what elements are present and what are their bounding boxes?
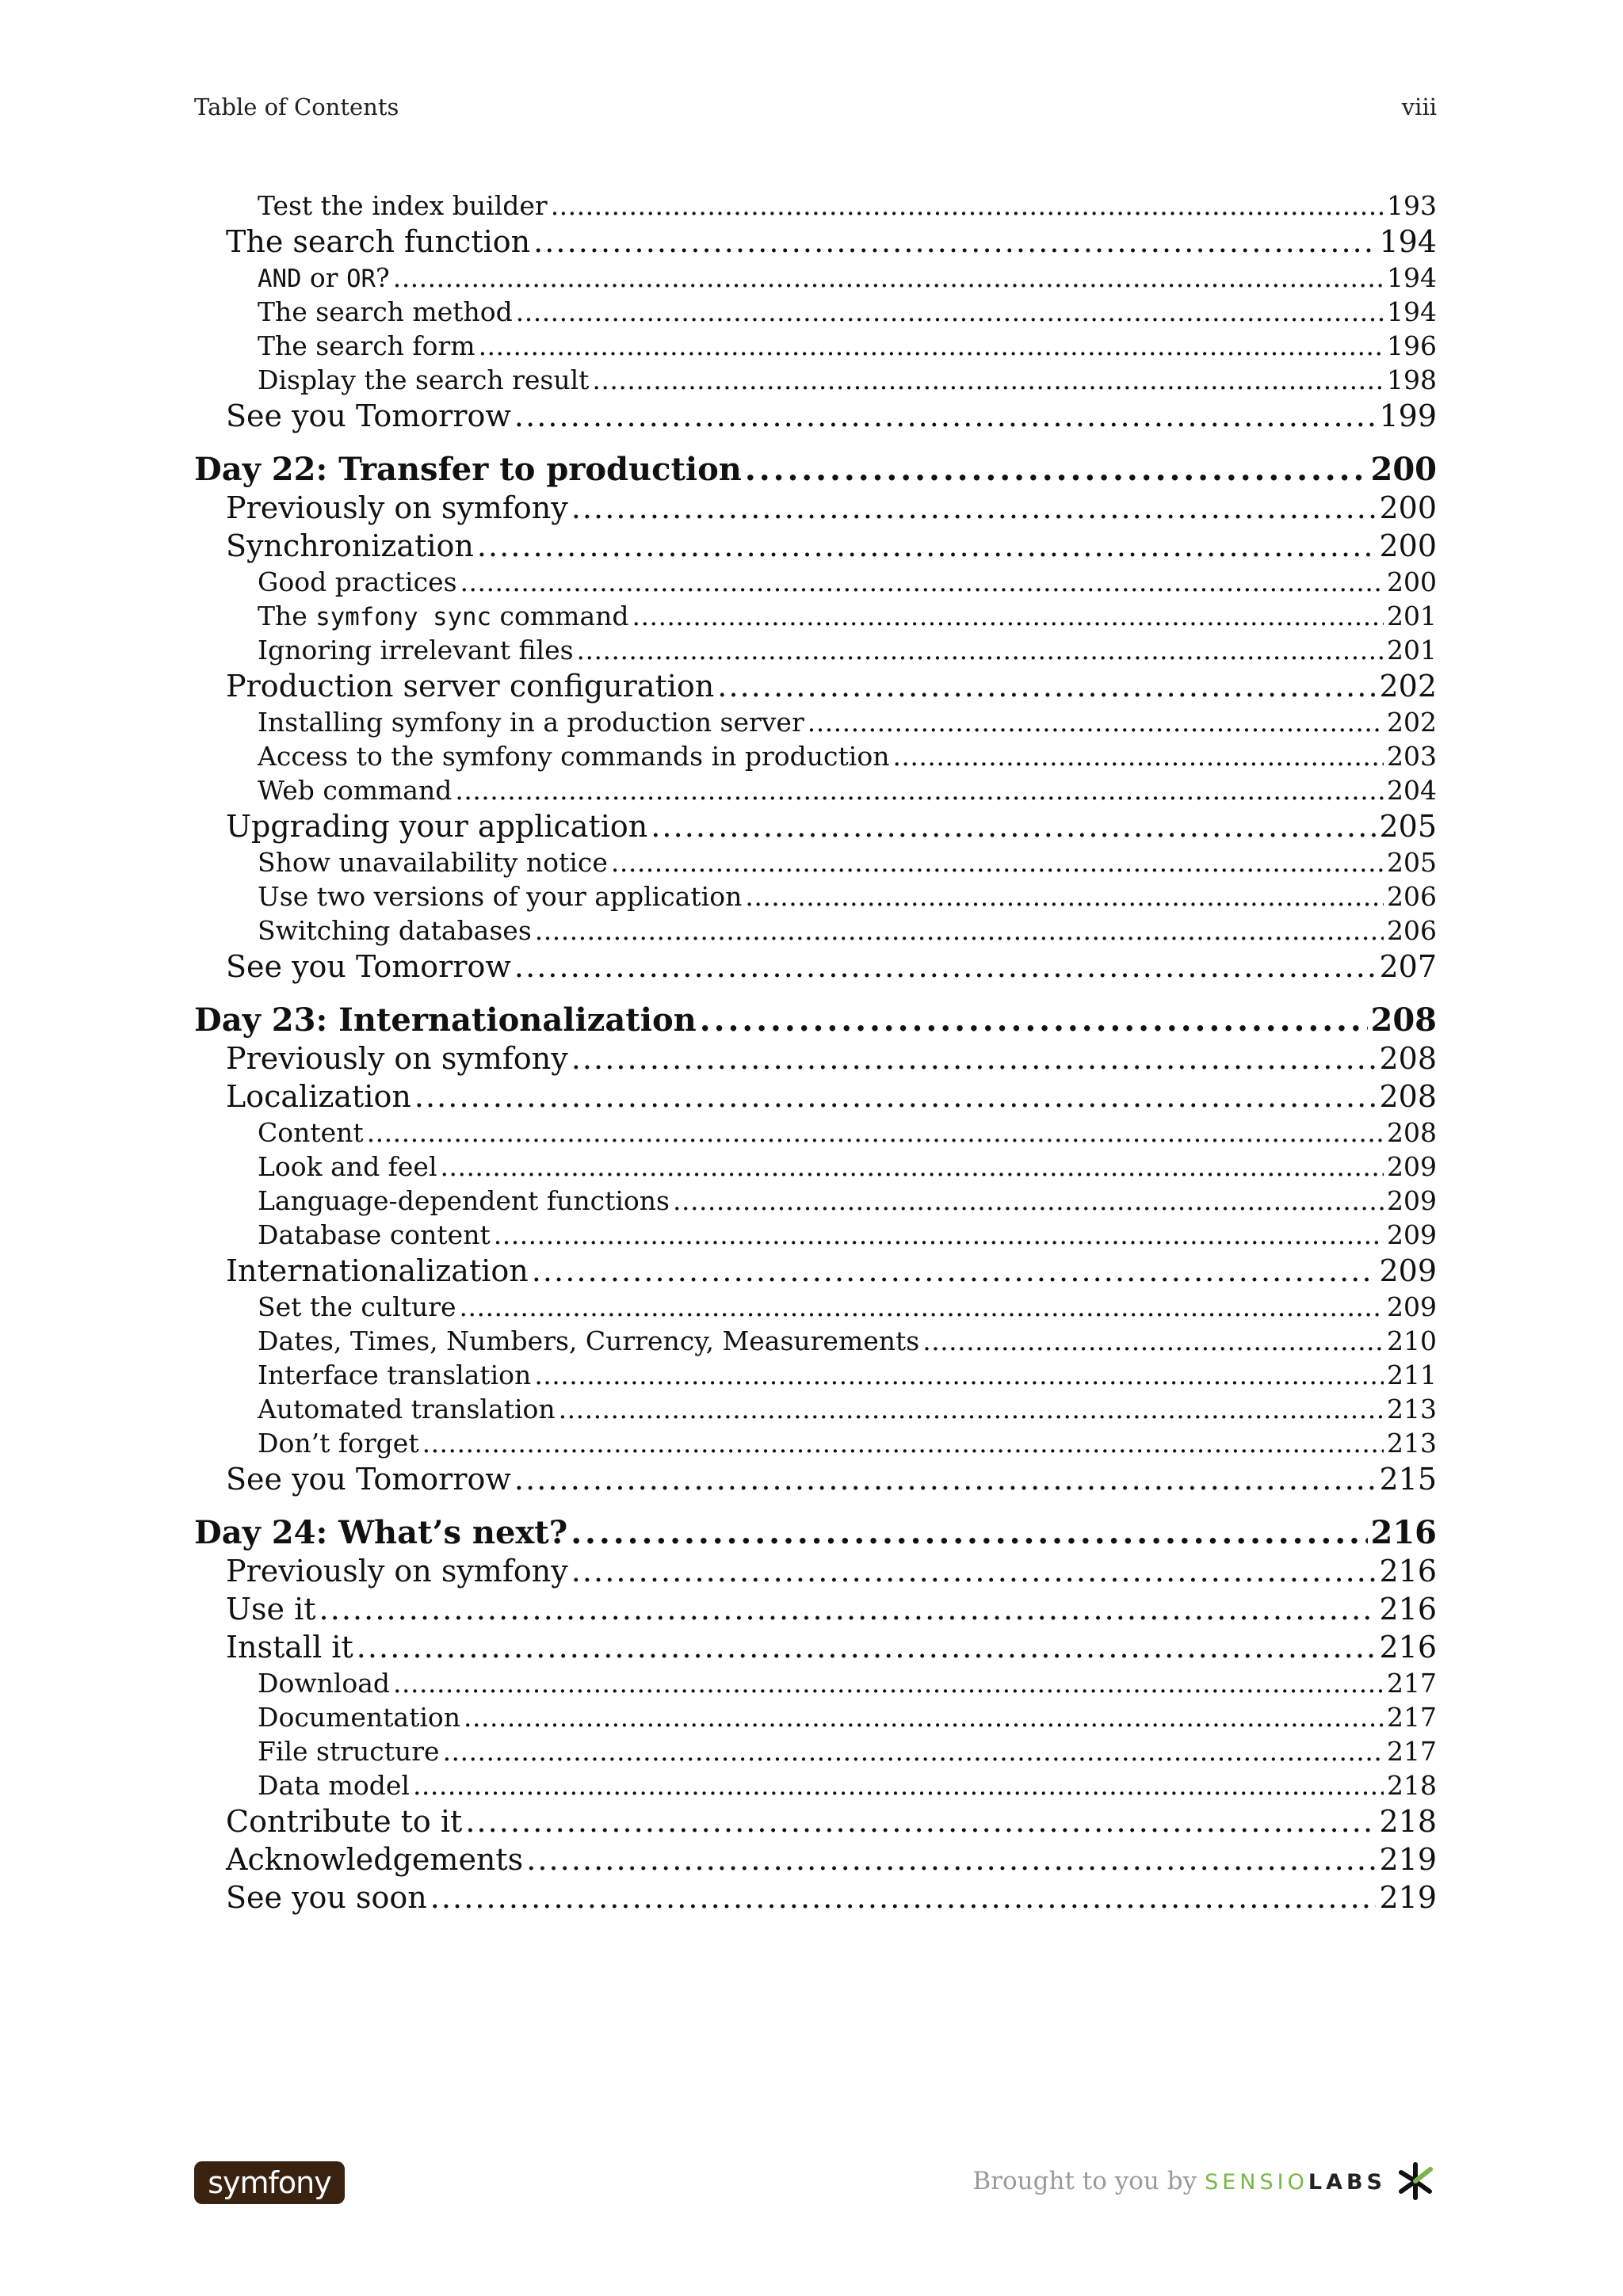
dot-leader <box>745 881 1384 912</box>
toc-entry-title-part: ? <box>376 262 390 293</box>
toc-page-number: 202 <box>1387 707 1437 738</box>
toc-section[interactable] <box>194 1079 1437 1117</box>
toc-page-number: 208 <box>1379 1079 1437 1114</box>
toc-entry-title-part: or <box>301 262 347 293</box>
toc-entry-title: See you soon <box>226 1880 427 1915</box>
dot-leader <box>514 399 1377 433</box>
dot-leader <box>367 1117 1384 1148</box>
toc-page-number: 206 <box>1387 881 1437 912</box>
toc-entry-title: Automated translation <box>258 1394 556 1425</box>
toc-entry-title: Show unavailability notice <box>258 847 608 878</box>
dot-leader <box>717 669 1376 704</box>
toc-entry-title: Data model <box>258 1770 410 1801</box>
toc-entry-title: See you Tomorrow <box>226 399 511 433</box>
dot-leader <box>465 1804 1376 1839</box>
toc-entry-title: Don’t forget <box>258 1428 419 1459</box>
toc-section[interactable] <box>194 669 1437 707</box>
toc-entry-title: Set the culture <box>258 1291 456 1322</box>
dot-leader <box>414 1079 1377 1114</box>
toc-section[interactable] <box>194 1630 1437 1668</box>
dot-leader <box>611 847 1384 878</box>
toc-page-number: 200 <box>1387 566 1437 597</box>
toc-subsection[interactable] <box>194 1394 1437 1428</box>
toc-page-number: 205 <box>1387 847 1437 878</box>
toc-chapter[interactable] <box>194 1514 1437 1554</box>
table-of-contents <box>194 190 1437 1918</box>
dot-leader <box>516 296 1384 327</box>
dot-leader <box>571 490 1377 525</box>
toc-entry-title: Production server configuration <box>226 669 715 704</box>
toc-subsection[interactable] <box>194 1185 1437 1219</box>
toc-subsection[interactable] <box>194 1291 1437 1325</box>
toc-entry-title-part: symfony sync <box>315 604 492 631</box>
toc-entry-title: Documentation <box>258 1702 461 1733</box>
toc-section[interactable] <box>194 224 1437 262</box>
toc-section[interactable] <box>194 1804 1437 1842</box>
toc-entry-title: Installing symfony in a production server <box>258 707 804 738</box>
toc-subsection[interactable] <box>194 881 1437 915</box>
dot-leader <box>571 1041 1377 1076</box>
dot-leader <box>393 262 1384 293</box>
dot-leader <box>535 915 1384 946</box>
toc-entry-title-part: OR <box>346 265 376 293</box>
toc-entry-title: Display the search result <box>258 364 590 395</box>
toc-page-number: 216 <box>1370 1514 1437 1551</box>
toc-entry-title: Language-dependent functions <box>258 1185 670 1216</box>
dot-leader <box>533 224 1376 259</box>
toc-entry-title: Localization <box>226 1079 411 1114</box>
dot-leader <box>422 1428 1384 1459</box>
toc-entry-title: The search function <box>226 224 531 259</box>
toc-page-number: 200 <box>1370 451 1437 488</box>
toc-page-number: 218 <box>1379 1804 1437 1839</box>
toc-page-number: 209 <box>1387 1291 1437 1322</box>
toc-subsection[interactable] <box>194 1770 1437 1804</box>
toc-subsection[interactable] <box>194 1702 1437 1736</box>
dot-leader <box>651 809 1376 844</box>
toc-entry-title: Synchronization <box>226 528 474 563</box>
toc-page-number: 194 <box>1387 262 1437 293</box>
toc-section[interactable] <box>194 1880 1437 1918</box>
toc-entry-title: Internationalization <box>226 1253 529 1288</box>
toc-entry-title: Dates, Times, Numbers, Currency, Measurements <box>258 1325 920 1356</box>
toc-chapter[interactable] <box>194 1001 1437 1041</box>
toc-subsection[interactable] <box>194 1117 1437 1151</box>
toc-entry-title: Use two versions of your application <box>258 881 743 912</box>
brought-to-you-by <box>972 2160 1437 2203</box>
toc-page-number: 206 <box>1387 915 1437 946</box>
toc-entry-title: Look and feel <box>258 1151 437 1182</box>
toc-subsection[interactable] <box>194 1325 1437 1360</box>
toc-page-number: 216 <box>1379 1592 1437 1627</box>
toc-page-number: 204 <box>1387 775 1437 806</box>
toc-entry-title-part: The <box>258 601 316 631</box>
toc-subsection[interactable] <box>194 1360 1437 1394</box>
toc-entry-title: Contribute to it <box>226 1804 463 1839</box>
toc-entry-title: Previously on symfony <box>226 1554 568 1589</box>
toc-entry-title: Web command <box>258 775 453 806</box>
dot-leader <box>700 1001 1368 1039</box>
toc-entry-title-part: command <box>491 601 629 631</box>
toc-entry-title: The search method <box>258 296 513 327</box>
toc-entry-title: Good practices <box>258 566 457 597</box>
dot-leader <box>534 1360 1384 1390</box>
toc-section[interactable] <box>194 1554 1437 1592</box>
toc-page-number: 194 <box>1387 296 1437 327</box>
toc-entry-title: Switching databases <box>258 915 532 946</box>
toc-entry-title: Install it <box>226 1630 353 1665</box>
dot-leader <box>357 1630 1377 1665</box>
toc-page-number: 209 <box>1387 1151 1437 1182</box>
dot-leader <box>526 1842 1376 1877</box>
toc-subsection[interactable] <box>194 601 1437 635</box>
toc-page-number: 219 <box>1379 1880 1437 1915</box>
sensio-text: SENSIO <box>1205 2170 1308 2195</box>
toc-page-number: 209 <box>1387 1185 1437 1216</box>
labs-text: LABS <box>1308 2170 1386 2195</box>
dot-leader <box>464 1702 1384 1733</box>
toc-page-number: 215 <box>1379 1462 1437 1497</box>
toc-page-number: 216 <box>1379 1630 1437 1665</box>
toc-subsection[interactable] <box>194 1151 1437 1185</box>
toc-page-number: 203 <box>1387 741 1437 772</box>
toc-entry-title-part: AND <box>258 265 302 293</box>
toc-entry-title: Database content <box>258 1219 491 1250</box>
dot-leader <box>443 1736 1384 1767</box>
symfony-logo-text: symfony <box>208 2165 331 2200</box>
toc-page-number: 201 <box>1387 601 1437 631</box>
dot-leader <box>808 707 1384 738</box>
dot-leader <box>319 1592 1377 1627</box>
dot-leader <box>460 1291 1384 1322</box>
toc-page-number: 207 <box>1379 949 1437 984</box>
toc-section[interactable] <box>194 399 1437 437</box>
toc-subsection[interactable] <box>194 364 1437 399</box>
dot-leader <box>571 1554 1377 1589</box>
dot-leader <box>514 949 1377 984</box>
dot-leader <box>455 775 1384 806</box>
toc-section[interactable] <box>194 1842 1437 1880</box>
toc-subsection[interactable] <box>194 262 1437 296</box>
toc-subsection[interactable] <box>194 915 1437 949</box>
toc-subsection[interactable] <box>194 1736 1437 1770</box>
dot-leader <box>571 1514 1367 1551</box>
toc-entry-title: Interface translation <box>258 1360 532 1390</box>
toc-page-number: 200 <box>1379 490 1437 525</box>
page-header <box>194 93 1437 120</box>
toc-page-number: 219 <box>1379 1842 1437 1877</box>
dot-leader <box>413 1770 1384 1801</box>
toc-entry-title: Day 22: Transfer to production <box>194 451 742 488</box>
toc-page-number: 213 <box>1387 1428 1437 1459</box>
dot-leader <box>441 1151 1384 1182</box>
toc-entry-title: Access to the symfony commands in production <box>258 741 890 772</box>
toc-entry-title: Download <box>258 1668 391 1699</box>
toc-page-number: 217 <box>1387 1736 1437 1767</box>
toc-section[interactable] <box>194 1041 1437 1079</box>
dot-leader <box>477 528 1377 563</box>
toc-entry-title <box>258 262 390 293</box>
toc-entry-title: See you Tomorrow <box>226 1462 511 1497</box>
dot-leader <box>430 1880 1377 1915</box>
toc-entry-title: Content <box>258 1117 364 1148</box>
toc-subsection[interactable] <box>194 190 1437 224</box>
toc-section[interactable] <box>194 1253 1437 1291</box>
toc-subsection[interactable] <box>194 635 1437 669</box>
toc-chapter[interactable] <box>194 451 1437 490</box>
toc-page-number: 205 <box>1379 809 1437 844</box>
dot-leader <box>514 1462 1377 1497</box>
toc-entry-title: Test the index builder <box>258 190 548 221</box>
sensiolabs-logo <box>1205 2167 1386 2195</box>
toc-entry-title: Previously on symfony <box>226 1041 568 1076</box>
page-number: viii <box>1401 93 1437 120</box>
toc-page-number: 217 <box>1387 1702 1437 1733</box>
dot-leader <box>577 635 1384 666</box>
dot-leader <box>892 741 1384 772</box>
toc-entry-title: Acknowledgements <box>226 1842 524 1877</box>
dot-leader <box>745 451 1368 488</box>
dot-leader <box>592 364 1384 395</box>
symfony-logo <box>194 2161 345 2204</box>
toc-page-number: 217 <box>1387 1668 1437 1699</box>
toc-entry-title: Day 23: Internationalization <box>194 1001 697 1039</box>
toc-entry-title <box>258 601 629 631</box>
toc-entry-title: Upgrading your application <box>226 809 648 844</box>
toc-section[interactable] <box>194 490 1437 528</box>
toc-page-number: 202 <box>1379 669 1437 704</box>
toc-page-number: 210 <box>1387 1325 1437 1356</box>
toc-section[interactable] <box>194 809 1437 847</box>
sensiolabs-spark-icon <box>1394 2160 1437 2203</box>
toc-page-number: 209 <box>1379 1253 1437 1288</box>
toc-page-number: 201 <box>1387 635 1437 666</box>
toc-page-number: 208 <box>1379 1041 1437 1076</box>
toc-subsection[interactable] <box>194 1219 1437 1253</box>
toc-page-number: 200 <box>1379 528 1437 563</box>
toc-page-number: 216 <box>1379 1554 1437 1589</box>
toc-subsection[interactable] <box>194 330 1437 364</box>
toc-subsection[interactable] <box>194 1428 1437 1462</box>
dot-leader <box>559 1394 1384 1425</box>
dot-leader <box>673 1185 1384 1216</box>
toc-subsection[interactable] <box>194 741 1437 775</box>
toc-page-number: 208 <box>1387 1117 1437 1148</box>
toc-page-number: 193 <box>1387 190 1437 221</box>
toc-page-number: 213 <box>1387 1394 1437 1425</box>
dot-leader <box>632 601 1384 631</box>
running-title: Table of Contents <box>194 93 399 120</box>
toc-page-number: 218 <box>1387 1770 1437 1801</box>
toc-subsection[interactable] <box>194 775 1437 809</box>
toc-entry-title: File structure <box>258 1736 440 1767</box>
toc-subsection[interactable] <box>194 1668 1437 1702</box>
toc-page-number: 208 <box>1370 1001 1437 1039</box>
toc-subsection[interactable] <box>194 566 1437 601</box>
dot-leader <box>393 1668 1384 1699</box>
toc-section[interactable] <box>194 1592 1437 1630</box>
toc-entry-title: Previously on symfony <box>226 490 568 525</box>
dot-leader <box>479 330 1384 361</box>
toc-page-number: 196 <box>1387 330 1437 361</box>
dot-leader <box>551 190 1384 221</box>
toc-entry-title: Day 24: What’s next? <box>194 1514 568 1551</box>
toc-page-number: 211 <box>1387 1360 1437 1390</box>
toc-section[interactable] <box>194 949 1437 987</box>
toc-section[interactable] <box>194 528 1437 566</box>
toc-page-number: 199 <box>1379 399 1437 433</box>
dot-leader <box>494 1219 1384 1250</box>
toc-subsection[interactable] <box>194 707 1437 741</box>
dot-leader <box>922 1325 1384 1356</box>
toc-page-number: 194 <box>1379 224 1437 259</box>
brought-text: Brought to you by <box>972 2167 1197 2195</box>
toc-page-number: 198 <box>1387 364 1437 395</box>
toc-entry-title: Ignoring irrelevant files <box>258 635 574 666</box>
toc-subsection[interactable] <box>194 296 1437 330</box>
toc-section[interactable] <box>194 1462 1437 1500</box>
toc-entry-title: The search form <box>258 330 475 361</box>
toc-page-number: 209 <box>1387 1219 1437 1250</box>
dot-leader <box>532 1253 1377 1288</box>
dot-leader <box>460 566 1384 597</box>
toc-subsection[interactable] <box>194 847 1437 881</box>
toc-entry-title: Use it <box>226 1592 316 1627</box>
toc-entry-title: See you Tomorrow <box>226 949 511 984</box>
